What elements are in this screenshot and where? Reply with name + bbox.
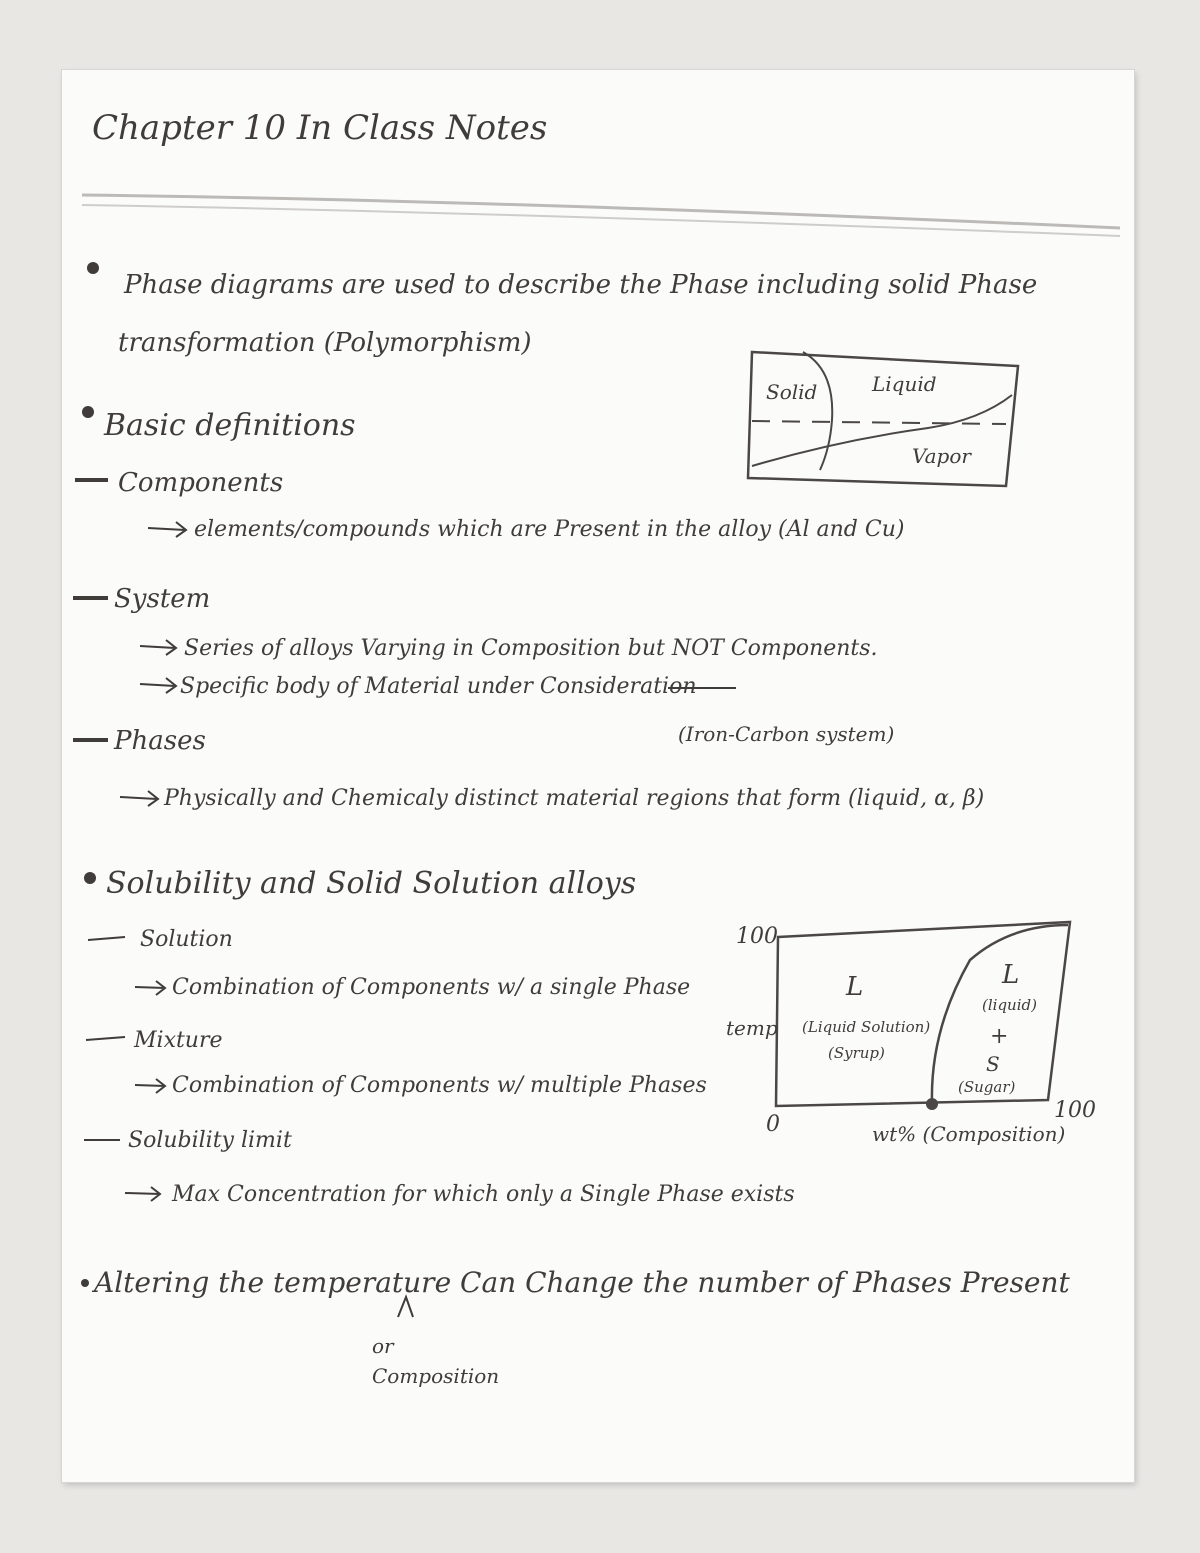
term-label: Mixture (134, 1028, 223, 1053)
bullet-dot (82, 406, 94, 418)
note-line: Phase diagrams are used to describe the Phase including solid Phase (124, 270, 1038, 300)
region-label-L: L (1002, 960, 1020, 990)
term-definition: elements/compounds which are Present in the alloy (Al and Cu) (194, 517, 905, 542)
diagram-label-liquid: Liquid (872, 372, 937, 396)
axis-label-x: wt% (Composition) (872, 1122, 1066, 1146)
region-label: (Liquid Solution) (802, 1018, 931, 1036)
region-label: (Sugar) (958, 1078, 1016, 1096)
term-example: (Iron-Carbon system) (678, 722, 895, 746)
term-definition: Specific body of Material under Consideration (180, 674, 697, 699)
bullet-dot (84, 872, 96, 884)
solubility-diagram (776, 922, 1070, 1106)
term-definition: Series of alloys Varying in Composition but NOT Components. (184, 636, 878, 661)
solubility-point (926, 1098, 938, 1110)
term-label: Components (118, 468, 284, 498)
term-definition: Physically and Chemicaly distinct material regions that form (liquid, α, β) (164, 786, 985, 811)
region-label-S: S (986, 1052, 1000, 1076)
region-label: (liquid) (982, 996, 1037, 1014)
region-label: (Syrup) (828, 1044, 885, 1062)
region-label-L: L (846, 972, 864, 1002)
section-heading: Basic definitions (104, 408, 356, 443)
axis-label-y: temp (726, 1016, 778, 1040)
insert-text: or (372, 1334, 394, 1358)
diagram-label-solid: Solid (766, 380, 818, 404)
note-line: transformation (Polymorphism) (118, 328, 532, 358)
term-label: Phases (114, 726, 206, 756)
section-heading: Solubility and Solid Solution alloys (106, 866, 637, 901)
bullet-dot (87, 262, 99, 274)
term-definition: Max Concentration for which only a Single Phase exists (172, 1182, 795, 1207)
bullet-dot (81, 1279, 89, 1287)
insert-text: Composition (372, 1364, 500, 1388)
term-definition: Combination of Components w/ a single Phase (172, 975, 691, 1000)
axis-tick-y-top: 100 (736, 924, 778, 949)
axis-origin: 0 (766, 1112, 780, 1137)
term-definition: Combination of Components w/ multiple Phases (172, 1073, 707, 1098)
region-label: + (990, 1024, 1009, 1049)
term-label: Solubility limit (128, 1128, 292, 1153)
axis-tick-x-right: 100 (1054, 1098, 1096, 1123)
term-label: Solution (140, 927, 233, 952)
page-title: Chapter 10 In Class Notes (92, 108, 548, 148)
note-line: Altering the temperature Can Change the number of Phases Present (94, 1266, 1070, 1299)
diagram-label-vapor: Vapor (912, 444, 971, 468)
term-label: System (114, 584, 211, 614)
